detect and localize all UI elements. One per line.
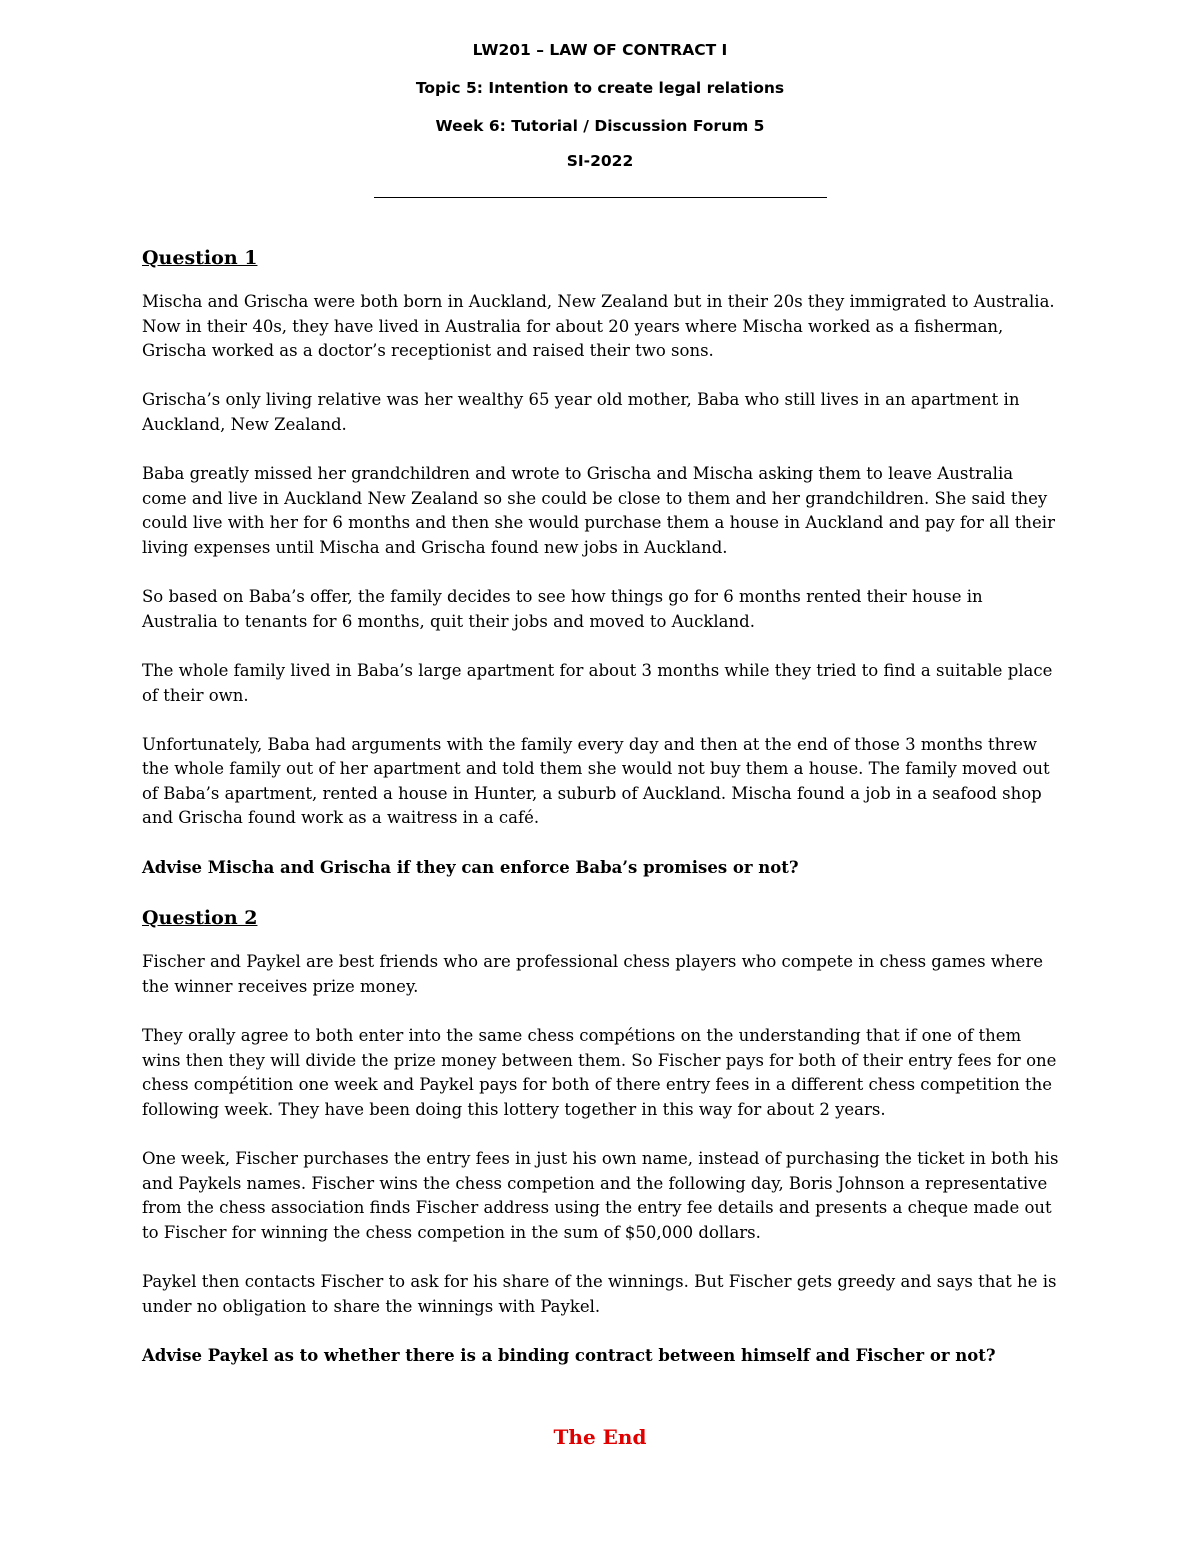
question-1-paragraph: Baba greatly missed her grandchildren and wrote to Grischa and Mischa asking them to leave Australia come and live in Auckland New Zealand so she could be close to them and her grandchildren. She said they could live with her for 6 months and then she would purchase them a house in Auckland and pay for all their living expenses until Mischa and Grischa found new jobs in Auckland. <box>142 464 1055 557</box>
course-title: LW201 – LAW OF CONTRACT I <box>472 41 728 59</box>
question-2-paragraph: One week, Fischer purchases the entry fees in just his own name, instead of purchasing the ticket in both his and Paykels names. Fischer wins the chess competion and the following day, Boris Johnson a representative from the chess association finds Fischer address using the entry fee details and presents a cheque made out to Fischer for winning the chess competion in the sum of $50,000 dollars. <box>142 1149 1059 1242</box>
question-2-prompt: Advise Paykel as to whether there is a binding contract between himself and Fischer or not? <box>142 1345 996 1365</box>
the-end-label: The End <box>553 1425 647 1449</box>
question-1-paragraph: Grischa’s only living relative was her wealthy 65 year old mother, Baba who still lives in an apartment in Auckland, New Zealand. <box>142 390 1020 434</box>
week-title: Week 6: Tutorial / Discussion Forum 5 <box>435 117 765 135</box>
term-title: SI-2022 <box>566 152 634 170</box>
header-divider <box>374 197 827 198</box>
question-2-paragraph: They orally agree to both enter into the same chess compétions on the understanding that if one of them wins then they will divide the prize money between them. So Fischer pays for both of their entry fees for one chess compétition one week and Paykel pays for both of there entry fees in a different chess competition the following week. They have been doing this lottery together in this way for about 2 years. <box>142 1026 1057 1119</box>
question-1-paragraph: So based on Baba’s offer, the family decides to see how things go for 6 months rented their house in Australia to tenants for 6 months, quit their jobs and moved to Auckland. <box>142 587 983 631</box>
question-1-paragraph: Unfortunately, Baba had arguments with the family every day and then at the end of those 3 months threw the whole family out of her apartment and told them she would not buy them a house. The family moved out of Baba’s apartment, rented a house in Hunter, a suburb of Auckland. Mischa found a job in a seafood shop and Grischa found work as a waitress in a café. <box>142 734 1050 828</box>
question-2-paragraph: Paykel then contacts Fischer to ask for his share of the winnings. But Fischer gets greedy and says that he is under no obligation to share the winnings with Paykel. <box>142 1271 1057 1316</box>
document-body <box>142 244 1062 1392</box>
question-1-paragraph: Mischa and Grischa were both born in Auckland, New Zealand but in their 20s they immigrated to Australia. Now in their 40s, they have lived in Australia for about 20 years where Mischa worked as a fisherman, Grischa worked as a doctor’s receptionist and raised their two sons. <box>142 292 1055 361</box>
topic-title: Topic 5: Intention to create legal relations <box>415 79 785 97</box>
question-1-heading: Question 1 <box>142 247 258 269</box>
question-2-heading: Question 2 <box>142 907 258 930</box>
question-1-prompt: Advise Mischa and Grischa if they can enforce Baba’s promises or not? <box>142 857 799 877</box>
question-2-paragraph: Fischer and Paykel are best friends who are professional chess players who compete in chess games where the winner receives prize money. <box>142 952 1043 996</box>
question-1-paragraph: The whole family lived in Baba’s large apartment for about 3 months while they tried to find a suitable place of their own. <box>142 660 1053 705</box>
